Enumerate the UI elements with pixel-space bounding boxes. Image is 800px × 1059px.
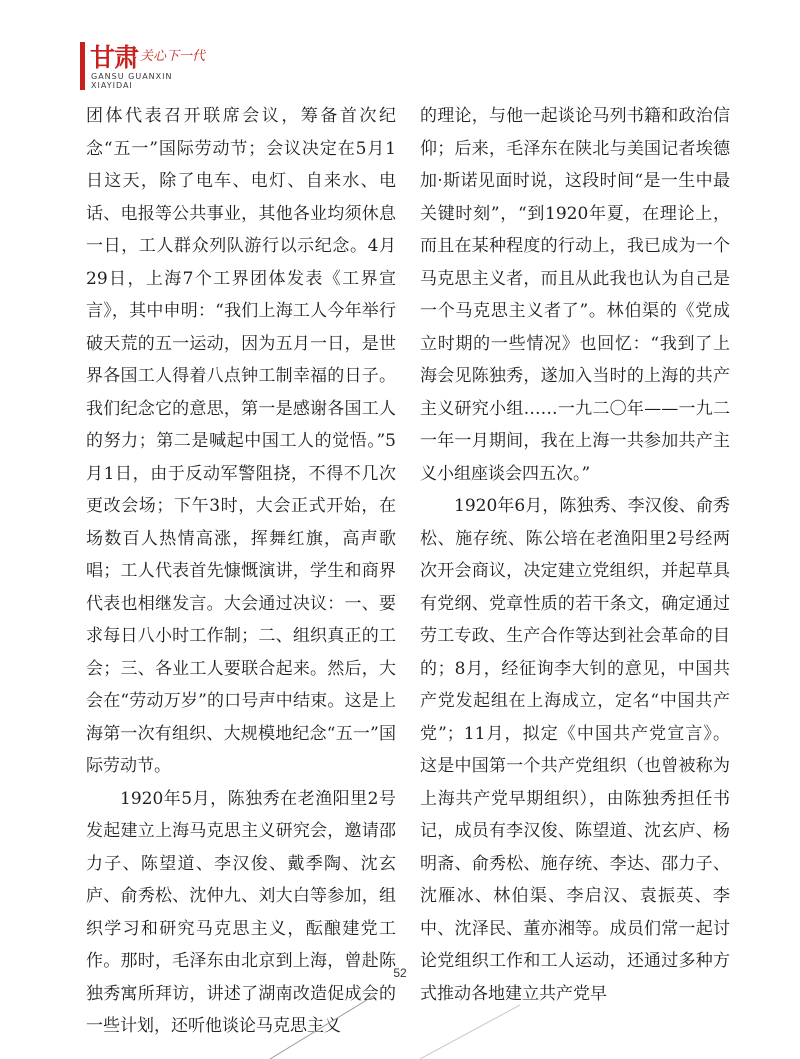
right-paragraph-1: 的理论，与他一起谈论马列书籍和政治信仰；后来，毛泽东在陕北与美国记者埃德加·斯诺见面时说，这段时间“是一生中最关键时刻”，“到1920年夏，在理论上，而且在某种程度的行动上，我已成为一个马克思主义者，而且从此我也认为自己是一个马克思主义者了”。林伯渠的《党成立时期的一些情况》也回忆：“我到了上海会见陈独秀，遂加入当时的上海的共产主义研究小组……一九二〇年——一九二一年一月期间，我在上海一共参加共产主义小组座谈会四五次。” [420,106,730,484]
page-number: 52 [393,966,407,980]
right-paragraph-2: 1920年6月，陈独秀、李汉俊、俞秀松、施存统、陈公培在老渔阳里2号经两次开会商议，决定建立党组织，并起草具有党纲、党章性质的若干条文，确定通过劳工专政、生产合作等达到社会革命的目的；8月，经征询李大钊的意见，中国共产党发起组在上海成立，定名“中国共产党”；11月，拟定《中国共产党宣言》。这是中国第一个共产党组织（也曾被称为上海共产党早期组织），由陈独秀担任书记，成员有李汉俊、陈望道、沈玄庐、杨明斋、俞秀松、施存统、李达、邵力子、沈雁冰、林伯渠、李启汉、袁振英、李中、沈泽民、董亦湘等。成员们常一起讨论党组织工作和工人运动，还通过多种方式推动各地建立共产党早 [420,496,730,1004]
left-paragraph-2: 1920年5月，陈独秀在老渔阳里2号发起建立上海马克思主义研究会，邀请邵力子、陈望道、李汉俊、戴季陶、沈玄庐、俞秀松、沈仲九、刘大白等参加，组织学习和研究马克思主义，酝酿建党工作。那时，毛泽东由北京到上海，曾赴陈独秀寓所拜访，讲述了湖南改造促成会的一些计划，还听他谈论马克思主义 [86,788,396,1036]
logo-title: 甘肃 [90,43,139,72]
left-paragraph-1: 团体代表召开联席会议，筹备首次纪念“五一”国际劳动节；会议决定在5月1日这天，除了电车、电灯、自来水、电话、电报等公共事业，其他各业均须休息一日，工人群众列队游行以示纪念。4月29日，上海7个工界团体发表《工界宣言》，其中申明：“我们上海工人今年举行破天荒的五一运动，因为五月一日，是世界各国工人得着八点钟工制幸福的日子。我们纪念它的意思，第一是感谢各国工人的努力；第二是喊起中国工人的觉悟。”5月1日，由于反动军警阻挠，不得不几次更改会场；下午3时，大会正式开始，在场数百人热情高涨，挥舞红旗，高声歌唱；工人代表首先慷慨演讲，学生和商界代表也相继发言。大会通过决议：一、要求每日八小时工作制；二、组织真正的工会；三、各业工人要联合起来。然后，大会在“劳动万岁”的口号声中结束。这是上海第一次有组织、大规模地纪念“五一”国际劳动节。 [86,106,396,776]
logo-slogan: 关心下一代 [140,49,206,64]
logo-pinyin-line1: GANSU GUANXIN [91,72,173,81]
logo-pinyin-line2: XIAYIDAI [91,81,133,90]
decorative-line-right [420,1005,520,1059]
decorative-line-left [270,995,375,1059]
